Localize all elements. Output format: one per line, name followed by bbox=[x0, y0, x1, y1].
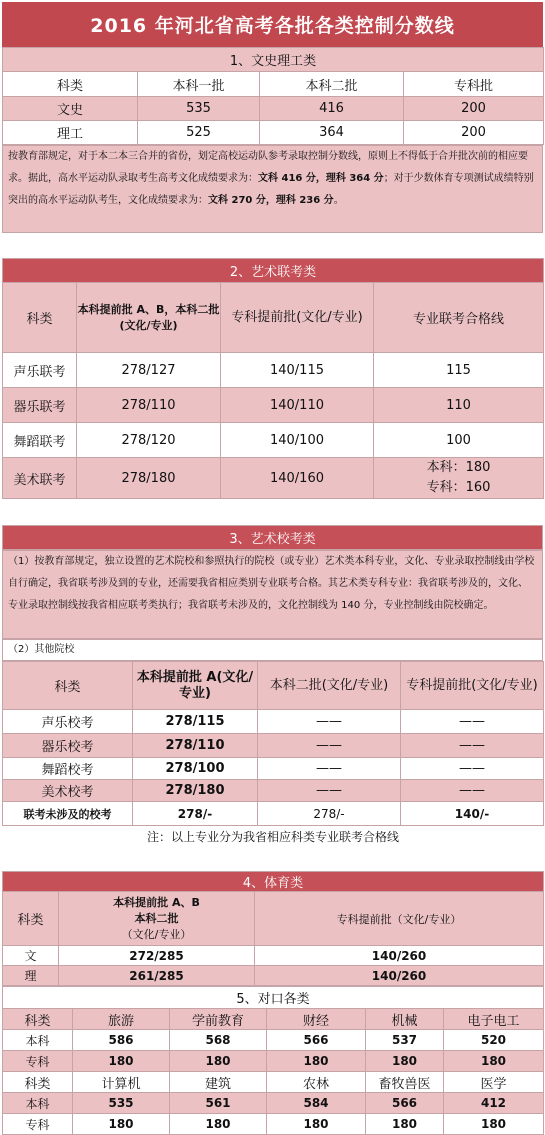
table-cell: 278/100 bbox=[133, 758, 258, 780]
table-cell: 联考未涉及的校考 bbox=[3, 802, 133, 826]
column-header: 农林 bbox=[267, 1072, 366, 1093]
table-cell: 272/285 bbox=[59, 946, 255, 966]
table-cell: 本科 bbox=[3, 1093, 73, 1114]
table-row bbox=[3, 388, 544, 423]
column-header bbox=[59, 892, 255, 946]
table-row bbox=[3, 458, 544, 499]
footnote: 注：以上专业分为我省相应科类专业联考合格线 bbox=[146, 830, 399, 845]
table-cell: 261/285 bbox=[59, 966, 255, 986]
column-header: 科类 bbox=[3, 283, 77, 353]
table-cell: 美术联考 bbox=[3, 458, 77, 499]
policy-subheading: （2）其他院校 bbox=[2, 639, 543, 661]
table-cell: 140/160 bbox=[221, 458, 374, 499]
table-cell: —— bbox=[401, 780, 544, 802]
table-cell: 278/- bbox=[258, 802, 401, 826]
note-text: 按教育部规定，对于本二本三合并的省份，划定高校运动队参考录取控制分数线，原则上不得低于合并批次前的相应要求。据此，高水平运动队录取考生高考文化成绩要求为： bbox=[8, 151, 528, 184]
table-cell: 566 bbox=[267, 1030, 366, 1051]
note-text: 。 bbox=[333, 195, 344, 206]
table-cell: 180 bbox=[170, 1114, 267, 1135]
column-header: 本科提前批 A(文化/专业) bbox=[133, 662, 258, 710]
table-cell: 535 bbox=[138, 97, 260, 121]
table-cell: 278/180 bbox=[77, 458, 221, 499]
table-cell: 180 bbox=[366, 1051, 444, 1072]
table-cell: 专科 bbox=[3, 1114, 73, 1135]
table-cell: 140/100 bbox=[221, 423, 374, 458]
table-cell: 140/115 bbox=[221, 353, 374, 388]
column-header: 科类 bbox=[3, 1072, 73, 1093]
table-cell: 278/115 bbox=[133, 710, 258, 734]
column-header: 建筑 bbox=[170, 1072, 267, 1093]
table-cell bbox=[374, 458, 544, 499]
table-row bbox=[3, 1093, 544, 1114]
table-row bbox=[3, 97, 544, 121]
section-sports bbox=[2, 871, 543, 986]
policy-note: （1）按教育部规定，独立设置的艺术院校和参照执行的院校（或专业）艺术类本科专业，文化、专业录取控制线由学校自行确定，我省联考涉及到的专业，还需要我省相应类别专业联考合格。其艺术类专科专业：我省联考涉及的，文化、专业录取控制线按我省相应联考类执行；我省联考未涉及的，文化控制线为 140 分，专业控制线由院校确定。 bbox=[2, 550, 543, 639]
section-art-school-exam bbox=[2, 525, 543, 848]
table-cell: 180 bbox=[267, 1051, 366, 1072]
column-header: 本科一批 bbox=[138, 72, 260, 97]
table-cell: 美术校考 bbox=[3, 780, 133, 802]
note-emphasis: 文科 416 分，理科 364 分 bbox=[258, 173, 384, 184]
column-header: 科类 bbox=[3, 1009, 73, 1030]
table-cell: 140/110 bbox=[221, 388, 374, 423]
column-header: 机械 bbox=[366, 1009, 444, 1030]
table-cell: 180 bbox=[267, 1114, 366, 1135]
table-row bbox=[3, 423, 544, 458]
undergrad-pass-line: 本科：180 bbox=[426, 460, 491, 475]
table-cell: —— bbox=[401, 734, 544, 758]
table-cell: 561 bbox=[170, 1093, 267, 1114]
table-row bbox=[3, 758, 544, 780]
column-header: 专科提前批（文化/专业） bbox=[255, 892, 544, 946]
table-cell: 180 bbox=[366, 1114, 444, 1135]
table-cell: 理工 bbox=[3, 121, 138, 145]
page-title: 2016 年河北省高考各批各类控制分数线 bbox=[2, 2, 543, 47]
table-row bbox=[3, 121, 544, 145]
column-header: 财经 bbox=[267, 1009, 366, 1030]
table-cell: 278/120 bbox=[77, 423, 221, 458]
table-cell: 舞蹈校考 bbox=[3, 758, 133, 780]
table-cell: —— bbox=[401, 758, 544, 780]
table-row bbox=[3, 946, 544, 966]
table-cell: 278/- bbox=[133, 802, 258, 826]
table-row bbox=[3, 1114, 544, 1135]
header-line: 本科二批 bbox=[134, 911, 179, 925]
table-cell: 文史 bbox=[3, 97, 138, 121]
table-cell: 520 bbox=[444, 1030, 544, 1051]
table-cell: 115 bbox=[374, 353, 544, 388]
column-header: 本科二批(文化/专业) bbox=[258, 662, 401, 710]
table-cell: —— bbox=[258, 758, 401, 780]
table-row bbox=[3, 1051, 544, 1072]
header-line: 本科提前批 A、B bbox=[113, 895, 200, 909]
column-header: 本科二批 bbox=[260, 72, 404, 97]
table-cell: 140/- bbox=[401, 802, 544, 826]
table-cell: 525 bbox=[138, 121, 260, 145]
table-row bbox=[3, 353, 544, 388]
table-cell: 278/127 bbox=[77, 353, 221, 388]
table-cell: 278/180 bbox=[133, 780, 258, 802]
table-cell: 200 bbox=[404, 121, 544, 145]
table-cell: 568 bbox=[170, 1030, 267, 1051]
column-header: 专科批 bbox=[404, 72, 544, 97]
table-cell: 537 bbox=[366, 1030, 444, 1051]
column-header: 专科提前批(文化/专业) bbox=[401, 662, 544, 710]
table-cell: 舞蹈联考 bbox=[3, 423, 77, 458]
table-cell: 535 bbox=[73, 1093, 170, 1114]
table-cell: —— bbox=[401, 710, 544, 734]
table-row bbox=[3, 734, 544, 758]
table-cell: 器乐联考 bbox=[3, 388, 77, 423]
column-header: 科类 bbox=[3, 72, 138, 97]
section-title: 3、艺术校考类 bbox=[3, 526, 543, 550]
table-cell: 364 bbox=[260, 121, 404, 145]
column-header: 畜牧兽医 bbox=[366, 1072, 444, 1093]
column-header: 计算机 bbox=[73, 1072, 170, 1093]
table-cell: 器乐校考 bbox=[3, 734, 133, 758]
table-cell: 理 bbox=[3, 966, 59, 986]
table-cell: 100 bbox=[374, 423, 544, 458]
table-cell: 566 bbox=[366, 1093, 444, 1114]
note-emphasis: 文科 270 分，理科 236 分 bbox=[208, 195, 334, 206]
table-cell: 278/110 bbox=[77, 388, 221, 423]
table-cell: 本科 bbox=[3, 1030, 73, 1051]
table-cell: 586 bbox=[73, 1030, 170, 1051]
column-header: 医学 bbox=[444, 1072, 544, 1093]
junior-college-pass-line: 专科：160 bbox=[426, 480, 491, 495]
column-header: 科类 bbox=[3, 662, 133, 710]
table-cell: 180 bbox=[170, 1051, 267, 1072]
table-row bbox=[3, 966, 544, 986]
section-vocational bbox=[2, 986, 543, 1135]
column-header: 专科提前批(文化/专业) bbox=[221, 283, 374, 353]
table-cell: 180 bbox=[73, 1051, 170, 1072]
policy-note bbox=[2, 145, 543, 233]
table-row bbox=[3, 1030, 544, 1051]
section-title: 2、艺术联考类 bbox=[3, 259, 544, 283]
table-row bbox=[3, 802, 544, 826]
column-header: 学前教育 bbox=[170, 1009, 267, 1030]
table-cell: —— bbox=[258, 780, 401, 802]
column-header: 科类 bbox=[3, 892, 59, 946]
note-text: ；对于少数体育专项测试成绩特别突出的高水平运动队考生，文化成绩要求为： bbox=[8, 173, 534, 206]
table-cell: 200 bbox=[404, 97, 544, 121]
table-cell: —— bbox=[258, 734, 401, 758]
table-cell: 声乐联考 bbox=[3, 353, 77, 388]
table-cell: 声乐校考 bbox=[3, 710, 133, 734]
table-cell: 416 bbox=[260, 97, 404, 121]
table-cell: 专科 bbox=[3, 1051, 73, 1072]
table-cell: 278/110 bbox=[133, 734, 258, 758]
section-title: 4、体育类 bbox=[3, 872, 544, 892]
table-row bbox=[3, 780, 544, 802]
table-cell: 180 bbox=[444, 1051, 544, 1072]
table-cell: 110 bbox=[374, 388, 544, 423]
column-header: 电子电工 bbox=[444, 1009, 544, 1030]
section-art-joint-exam bbox=[2, 258, 543, 499]
header-line: （文化/专业） bbox=[121, 927, 192, 941]
section-title: 1、文史理工类 bbox=[3, 48, 544, 72]
table-cell: —— bbox=[258, 710, 401, 734]
table-cell: 584 bbox=[267, 1093, 366, 1114]
column-header: 旅游 bbox=[73, 1009, 170, 1030]
table-row bbox=[3, 710, 544, 734]
table-cell: 180 bbox=[73, 1114, 170, 1135]
table-cell: 140/260 bbox=[255, 966, 544, 986]
column-header: 本科提前批 A、B，本科二批(文化/专业) bbox=[77, 283, 221, 353]
table-cell: 140/260 bbox=[255, 946, 544, 966]
table-cell: 180 bbox=[444, 1114, 544, 1135]
section-title: 5、对口各类 bbox=[3, 987, 544, 1009]
table-cell: 文 bbox=[3, 946, 59, 966]
column-header: 专业联考合格线 bbox=[374, 283, 544, 353]
section-liberal-science bbox=[2, 47, 543, 233]
table-cell: 412 bbox=[444, 1093, 544, 1114]
